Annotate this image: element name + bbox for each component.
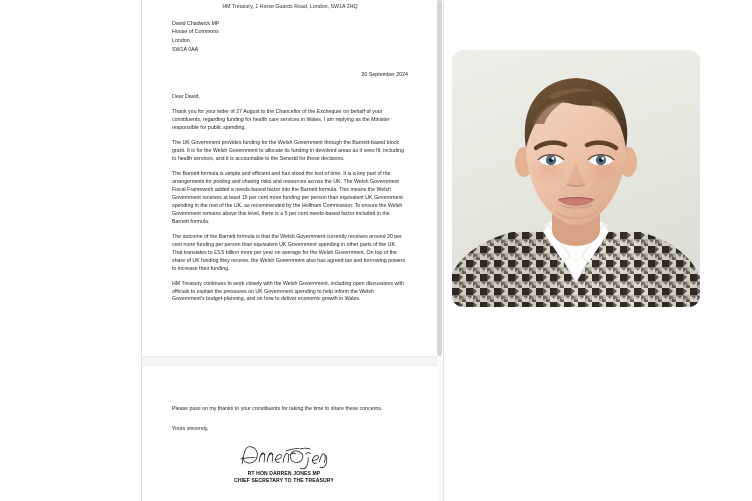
recipient-address: [172, 20, 412, 54]
signatory-name-and-title: [168, 471, 400, 486]
letterhead: HM Treasury, 1 Horse Guards Road, London, SW1A 2HQ: [222, 4, 358, 10]
letter-body-continued: [172, 366, 406, 432]
recipient-line-4: SW1A 0AA: [172, 46, 199, 53]
recipient-line-3: London: [172, 37, 190, 44]
portrait-illustration: [452, 50, 700, 307]
signature-block: [168, 444, 412, 486]
signatory-title: CHIEF SECRETARY TO THE TREASURY: [234, 478, 334, 485]
body-paragraph: Please pass on my thanks to your constituents for taking the time to share these concerns.: [172, 406, 383, 412]
body-paragraph: Thank you for your letter of 27 August to the Chancellor of the Exchequer on behalf of your constituents, regarding funding for health care services in Wales. I am replying as the Minister responsible for public spending.: [172, 109, 390, 132]
body-paragraph: The Barnett formula is simple and efficient and has stood the test of time. It is a key part of the arrangements for pooling and sharing risks and resources across the UK. The Welsh Government Fiscal Framework added a needs-based factor into the Barnett formula. This means the Welsh Government receives at least 15 per cent more funding per person than equivalent UK Government spending in the rest of the UK, as recommended by the Holtham Commission. To ensure the Welsh Government remains above this level, there is a 5 per cent needs-based factor included in the Barnett formula.: [172, 170, 403, 225]
salutation: Dear David,: [172, 94, 200, 101]
body-paragraph: The UK Government provides funding for the Welsh Government through the Barnett-based block grant. It is for the Welsh Government to allocate its funding in devolved areas as it sees fit, including to health services, and it is accountable to the Senedd for these decisions.: [172, 140, 404, 162]
recipient-line-1: David Chadwick MP: [172, 20, 220, 27]
signatory-name: RT HON DARREN JONES MP: [247, 470, 321, 477]
viewer-scrollbar-thumb[interactable]: [437, 0, 442, 356]
document-page-2: [142, 366, 438, 501]
handwritten-signature-icon: [238, 444, 330, 470]
letter-body: [172, 109, 406, 304]
page-2-content: [142, 366, 438, 501]
letter-date: 20 September 2024: [361, 72, 408, 79]
page-1-content: [142, 0, 438, 356]
recipient-line-2: House of Commons: [172, 29, 219, 36]
body-paragraph: The outcome of the Barnett formula is that the Welsh Government currently receives around 20 per cent more funding per person than equivalent UK Government spending in other parts of the UK. That translates to £3.5 billion more per year on average for the Welsh Government. On top of the share of UK funding they receive, the Welsh Government also has agreed tax and borrowing powers to increase their funding.: [172, 233, 406, 272]
closing-line: Yours sincerely,: [172, 425, 209, 432]
viewer-right-border: [443, 0, 444, 501]
document-viewer[interactable]: [141, 0, 444, 501]
document-page-1: [142, 0, 438, 356]
portrait-photo: [452, 50, 700, 307]
body-paragraph: HM Treasury continues to work closely with the Welsh Government, including open discussions with officials to explain the pressures on UK Government spending to help inform the Welsh Government's budget-planning, and on how to deliver economic growth in Wales.: [172, 280, 404, 303]
